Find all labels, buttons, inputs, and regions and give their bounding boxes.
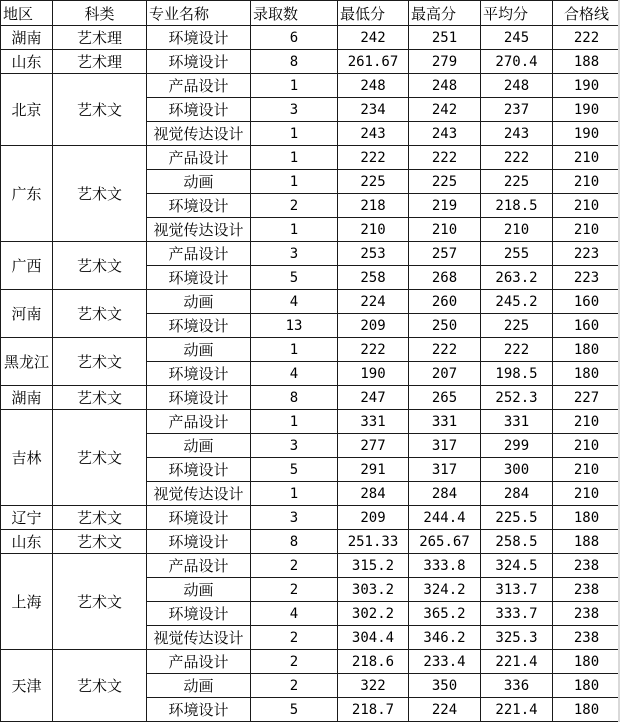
cell-admitted[interactable]: 2 — [251, 626, 338, 650]
cell-pass-line[interactable]: 222 — [553, 26, 620, 50]
cell-pass-line[interactable]: 180 — [553, 362, 620, 386]
cell-min-score[interactable]: 222 — [338, 146, 409, 170]
cell-pass-line[interactable]: 190 — [553, 98, 620, 122]
cell-region[interactable]: 广西 — [1, 242, 53, 290]
table-row — [1, 554, 620, 578]
cell-major[interactable]: 产品设计 — [147, 410, 251, 434]
cell-max-score[interactable]: 365.2 — [409, 602, 481, 626]
table-row — [1, 410, 620, 434]
cell-max-score[interactable]: 244.4 — [409, 506, 481, 530]
cell-min-score[interactable]: 225 — [338, 170, 409, 194]
table-body — [1, 1, 620, 722]
cell-major[interactable]: 环境设计 — [147, 362, 251, 386]
cell-major[interactable]: 产品设计 — [147, 146, 251, 170]
cell-admitted[interactable]: 2 — [251, 194, 338, 218]
cell-pass-line[interactable]: 180 — [553, 650, 620, 674]
cell-min-score[interactable]: 261.67 — [338, 50, 409, 74]
cell-max-score[interactable]: 250 — [409, 314, 481, 338]
cell-pass-line[interactable]: 180 — [553, 698, 620, 722]
cell-min-score[interactable]: 253 — [338, 242, 409, 266]
cell-max-score[interactable]: 317 — [409, 434, 481, 458]
cell-max-score[interactable]: 224 — [409, 698, 481, 722]
cell-major[interactable]: 视觉传达设计 — [147, 626, 251, 650]
cell-max-score[interactable]: 279 — [409, 50, 481, 74]
cell-major[interactable]: 环境设计 — [147, 194, 251, 218]
cell-avg-score[interactable]: 225.5 — [481, 506, 553, 530]
cell-admitted[interactable]: 1 — [251, 170, 338, 194]
cell-avg-score[interactable]: 222 — [481, 146, 553, 170]
cell-pass-line[interactable]: 188 — [553, 50, 620, 74]
cell-pass-line[interactable]: 238 — [553, 626, 620, 650]
cell-avg-score[interactable]: 333.7 — [481, 602, 553, 626]
cell-admitted[interactable]: 5 — [251, 458, 338, 482]
cell-region[interactable]: 北京 — [1, 74, 53, 146]
cell-avg-score[interactable]: 252.3 — [481, 386, 553, 410]
cell-max-score[interactable]: 331 — [409, 410, 481, 434]
cell-avg-score[interactable]: 300 — [481, 458, 553, 482]
cell-avg-score[interactable]: 221.4 — [481, 650, 553, 674]
cell-max-score[interactable]: 257 — [409, 242, 481, 266]
cell-category[interactable]: 艺术文 — [53, 386, 147, 410]
cell-min-score[interactable]: 251.33 — [338, 530, 409, 554]
cell-admitted[interactable]: 8 — [251, 386, 338, 410]
cell-region[interactable]: 湖南 — [1, 26, 53, 50]
cell-avg-score[interactable]: 243 — [481, 122, 553, 146]
cell-max-score[interactable]: 242 — [409, 98, 481, 122]
cell-admitted[interactable]: 8 — [251, 50, 338, 74]
cell-major[interactable]: 产品设计 — [147, 242, 251, 266]
cell-max-score[interactable]: 346.2 — [409, 626, 481, 650]
cell-major[interactable]: 环境设计 — [147, 458, 251, 482]
cell-category[interactable]: 艺术文 — [53, 242, 147, 290]
table-row — [1, 386, 620, 410]
cell-pass-line[interactable]: 227 — [553, 386, 620, 410]
cell-region[interactable]: 辽宁 — [1, 506, 53, 530]
cell-avg-score[interactable]: 299 — [481, 434, 553, 458]
cell-admitted[interactable]: 4 — [251, 602, 338, 626]
cell-major[interactable]: 动画 — [147, 674, 251, 698]
cell-admitted[interactable]: 2 — [251, 554, 338, 578]
cell-major[interactable]: 动画 — [147, 170, 251, 194]
cell-avg-score[interactable]: 245.2 — [481, 290, 553, 314]
cell-min-score[interactable]: 277 — [338, 434, 409, 458]
cell-admitted[interactable]: 5 — [251, 698, 338, 722]
cell-max-score[interactable]: 225 — [409, 170, 481, 194]
cell-min-score[interactable]: 210 — [338, 218, 409, 242]
cell-pass-line[interactable]: 160 — [553, 290, 620, 314]
cell-major[interactable]: 动画 — [147, 434, 251, 458]
cell-major[interactable]: 动画 — [147, 290, 251, 314]
cell-category[interactable]: 艺术文 — [53, 74, 147, 146]
cell-min-score[interactable]: 322 — [338, 674, 409, 698]
cell-min-score[interactable]: 303.2 — [338, 578, 409, 602]
cell-avg-score[interactable]: 221.4 — [481, 698, 553, 722]
cell-major[interactable]: 产品设计 — [147, 74, 251, 98]
cell-min-score[interactable]: 302.2 — [338, 602, 409, 626]
cell-admitted[interactable]: 13 — [251, 314, 338, 338]
cell-pass-line[interactable]: 160 — [553, 314, 620, 338]
cell-admitted[interactable]: 1 — [251, 482, 338, 506]
cell-pass-line[interactable]: 190 — [553, 74, 620, 98]
cell-avg-score[interactable]: 222 — [481, 338, 553, 362]
table-row — [1, 650, 620, 674]
cell-admitted[interactable]: 1 — [251, 146, 338, 170]
cell-major[interactable]: 视觉传达设计 — [147, 122, 251, 146]
cell-pass-line[interactable]: 223 — [553, 242, 620, 266]
cell-avg-score[interactable]: 225 — [481, 170, 553, 194]
cell-major[interactable]: 环境设计 — [147, 98, 251, 122]
cell-major[interactable]: 环境设计 — [147, 50, 251, 74]
cell-pass-line[interactable]: 210 — [553, 218, 620, 242]
cell-region[interactable]: 广东 — [1, 146, 53, 242]
cell-admitted[interactable]: 6 — [251, 26, 338, 50]
cell-admitted[interactable]: 4 — [251, 290, 338, 314]
cell-avg-score[interactable]: 248 — [481, 74, 553, 98]
cell-major[interactable]: 视觉传达设计 — [147, 482, 251, 506]
cell-region[interactable]: 上海 — [1, 554, 53, 650]
cell-min-score[interactable]: 247 — [338, 386, 409, 410]
cell-category[interactable]: 艺术文 — [53, 650, 147, 722]
cell-major[interactable]: 环境设计 — [147, 314, 251, 338]
cell-admitted[interactable]: 3 — [251, 98, 338, 122]
cell-admitted[interactable]: 1 — [251, 218, 338, 242]
cell-pass-line[interactable]: 210 — [553, 434, 620, 458]
cell-major[interactable]: 产品设计 — [147, 650, 251, 674]
table-row — [1, 530, 620, 554]
cell-admitted[interactable]: 1 — [251, 74, 338, 98]
cell-major[interactable]: 动画 — [147, 338, 251, 362]
cell-max-score[interactable]: 265 — [409, 386, 481, 410]
cell-avg-score[interactable]: 210 — [481, 218, 553, 242]
cell-avg-score[interactable]: 258.5 — [481, 530, 553, 554]
header-cell-admitted[interactable]: 录取数 — [251, 1, 338, 26]
cell-max-score[interactable]: 210 — [409, 218, 481, 242]
cell-avg-score[interactable]: 284 — [481, 482, 553, 506]
table-row — [1, 50, 620, 74]
cell-major[interactable]: 视觉传达设计 — [147, 218, 251, 242]
cell-pass-line[interactable]: 210 — [553, 458, 620, 482]
cell-max-score[interactable]: 222 — [409, 338, 481, 362]
cell-region[interactable]: 天津 — [1, 650, 53, 722]
header-cell-category[interactable]: 科类 — [53, 1, 147, 26]
cell-admitted[interactable]: 3 — [251, 242, 338, 266]
cell-admitted[interactable]: 1 — [251, 338, 338, 362]
cell-region[interactable]: 山东 — [1, 50, 53, 74]
cell-min-score[interactable]: 258 — [338, 266, 409, 290]
cell-max-score[interactable]: 268 — [409, 266, 481, 290]
header-cell-pass-line[interactable]: 合格线 — [553, 1, 620, 26]
cell-max-score[interactable]: 350 — [409, 674, 481, 698]
cell-min-score[interactable]: 304.4 — [338, 626, 409, 650]
cell-major[interactable]: 环境设计 — [147, 602, 251, 626]
cell-avg-score[interactable]: 324.5 — [481, 554, 553, 578]
cell-avg-score[interactable]: 336 — [481, 674, 553, 698]
cell-pass-line[interactable]: 210 — [553, 146, 620, 170]
cell-category[interactable]: 艺术文 — [53, 338, 147, 386]
table-row — [1, 338, 620, 362]
cell-avg-score[interactable]: 225 — [481, 314, 553, 338]
table-row — [1, 74, 620, 98]
table-row — [1, 26, 620, 50]
cell-pass-line[interactable]: 210 — [553, 194, 620, 218]
cell-max-score[interactable]: 219 — [409, 194, 481, 218]
cell-min-score[interactable]: 190 — [338, 362, 409, 386]
header-cell-region[interactable]: 地区 — [1, 1, 53, 26]
cell-min-score[interactable]: 315.2 — [338, 554, 409, 578]
cell-major[interactable]: 动画 — [147, 578, 251, 602]
cell-min-score[interactable]: 222 — [338, 338, 409, 362]
cell-admitted[interactable]: 4 — [251, 362, 338, 386]
cell-category[interactable]: 艺术文 — [53, 290, 147, 338]
cell-max-score[interactable]: 233.4 — [409, 650, 481, 674]
cell-category[interactable]: 艺术理 — [53, 26, 147, 50]
cell-min-score[interactable]: 331 — [338, 410, 409, 434]
cell-major[interactable]: 环境设计 — [147, 506, 251, 530]
cell-avg-score[interactable]: 313.7 — [481, 578, 553, 602]
cell-avg-score[interactable]: 263.2 — [481, 266, 553, 290]
cell-region[interactable]: 吉林 — [1, 410, 53, 506]
cell-region[interactable]: 河南 — [1, 290, 53, 338]
cell-category[interactable]: 艺术文 — [53, 530, 147, 554]
cell-category[interactable]: 艺术文 — [53, 410, 147, 506]
cell-avg-score[interactable]: 270.4 — [481, 50, 553, 74]
cell-max-score[interactable]: 251 — [409, 26, 481, 50]
cell-admitted[interactable]: 2 — [251, 578, 338, 602]
cell-min-score[interactable]: 248 — [338, 74, 409, 98]
cell-max-score[interactable]: 324.2 — [409, 578, 481, 602]
cell-pass-line[interactable]: 238 — [553, 602, 620, 626]
cell-pass-line[interactable]: 238 — [553, 578, 620, 602]
cell-pass-line[interactable]: 210 — [553, 170, 620, 194]
cell-region[interactable]: 山东 — [1, 530, 53, 554]
table-row — [1, 242, 620, 266]
cell-min-score[interactable]: 284 — [338, 482, 409, 506]
cell-max-score[interactable]: 260 — [409, 290, 481, 314]
header-cell-max-score[interactable]: 最高分 — [409, 1, 481, 26]
cell-admitted[interactable]: 1 — [251, 122, 338, 146]
cell-pass-line[interactable]: 223 — [553, 266, 620, 290]
cell-max-score[interactable]: 317 — [409, 458, 481, 482]
cell-avg-score[interactable]: 331 — [481, 410, 553, 434]
cell-admitted[interactable]: 2 — [251, 650, 338, 674]
cell-max-score[interactable]: 207 — [409, 362, 481, 386]
cell-avg-score[interactable]: 237 — [481, 98, 553, 122]
cell-min-score[interactable]: 234 — [338, 98, 409, 122]
cell-major[interactable]: 产品设计 — [147, 554, 251, 578]
header-cell-min-score[interactable]: 最低分 — [338, 1, 409, 26]
cell-admitted[interactable]: 3 — [251, 506, 338, 530]
table-row — [1, 506, 620, 530]
cell-admitted[interactable]: 1 — [251, 410, 338, 434]
cell-min-score[interactable]: 224 — [338, 290, 409, 314]
cell-category[interactable]: 艺术理 — [53, 50, 147, 74]
cell-avg-score[interactable]: 245 — [481, 26, 553, 50]
cell-min-score[interactable]: 243 — [338, 122, 409, 146]
cell-pass-line[interactable]: 180 — [553, 506, 620, 530]
cell-major[interactable]: 环境设计 — [147, 266, 251, 290]
cell-pass-line[interactable]: 238 — [553, 554, 620, 578]
header-cell-major[interactable]: 专业名称 — [147, 1, 251, 26]
cell-admitted[interactable]: 5 — [251, 266, 338, 290]
cell-min-score[interactable]: 291 — [338, 458, 409, 482]
cell-category[interactable]: 艺术文 — [53, 506, 147, 530]
cell-category[interactable]: 艺术文 — [53, 554, 147, 650]
cell-min-score[interactable]: 209 — [338, 314, 409, 338]
cell-max-score[interactable]: 248 — [409, 74, 481, 98]
table-row — [1, 146, 620, 170]
cell-min-score[interactable]: 209 — [338, 506, 409, 530]
cell-avg-score[interactable]: 325.3 — [481, 626, 553, 650]
cell-pass-line[interactable]: 210 — [553, 410, 620, 434]
header-cell-avg-score[interactable]: 平均分 — [481, 1, 553, 26]
cell-max-score[interactable]: 284 — [409, 482, 481, 506]
table-row — [1, 290, 620, 314]
cell-pass-line[interactable]: 190 — [553, 122, 620, 146]
cell-pass-line[interactable]: 180 — [553, 338, 620, 362]
cell-admitted[interactable]: 2 — [251, 674, 338, 698]
cell-pass-line[interactable]: 210 — [553, 482, 620, 506]
cell-pass-line[interactable]: 180 — [553, 674, 620, 698]
cell-pass-line[interactable]: 188 — [553, 530, 620, 554]
cell-avg-score[interactable]: 218.5 — [481, 194, 553, 218]
cell-major[interactable]: 环境设计 — [147, 26, 251, 50]
cell-min-score[interactable]: 242 — [338, 26, 409, 50]
cell-max-score[interactable]: 243 — [409, 122, 481, 146]
cell-min-score[interactable]: 218 — [338, 194, 409, 218]
cell-avg-score[interactable]: 198.5 — [481, 362, 553, 386]
header-row — [1, 1, 620, 26]
cell-major[interactable]: 环境设计 — [147, 386, 251, 410]
cell-admitted[interactable]: 3 — [251, 434, 338, 458]
cell-avg-score[interactable]: 255 — [481, 242, 553, 266]
cell-admitted[interactable]: 8 — [251, 530, 338, 554]
cell-major[interactable]: 环境设计 — [147, 530, 251, 554]
cell-max-score[interactable]: 333.8 — [409, 554, 481, 578]
cell-max-score[interactable]: 265.67 — [409, 530, 481, 554]
cell-category[interactable]: 艺术文 — [53, 146, 147, 242]
cell-region[interactable]: 黑龙江 — [1, 338, 53, 386]
cell-max-score[interactable]: 222 — [409, 146, 481, 170]
cell-min-score[interactable]: 218.7 — [338, 698, 409, 722]
cell-major[interactable]: 环境设计 — [147, 698, 251, 722]
cell-min-score[interactable]: 218.6 — [338, 650, 409, 674]
cell-region[interactable]: 湖南 — [1, 386, 53, 410]
